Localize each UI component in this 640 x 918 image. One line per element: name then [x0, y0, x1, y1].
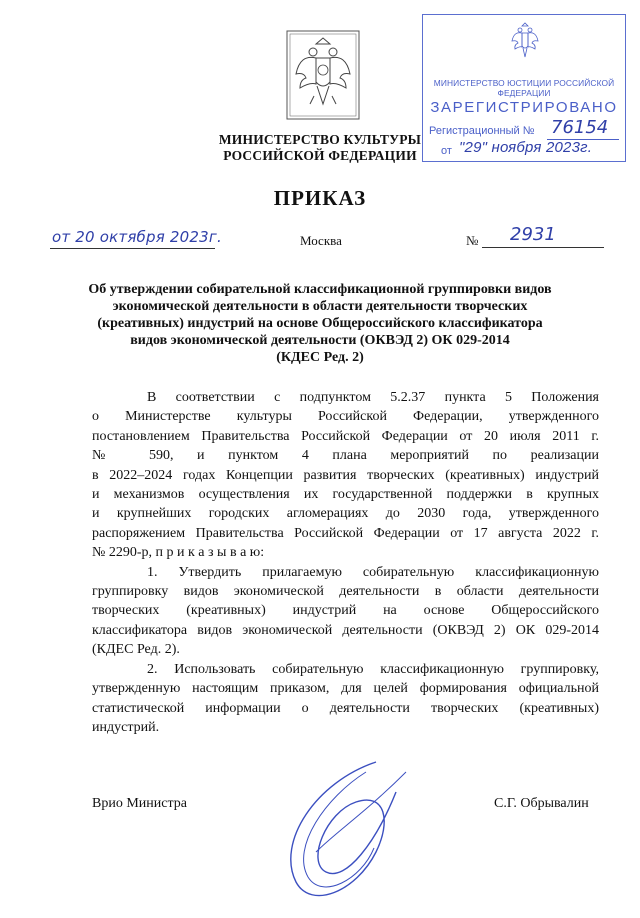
order-heading [80, 281, 560, 366]
body-line: о Министерстве культуры Российской Федерации, утвержденного [92, 409, 599, 425]
body-line: и механизмов осуществления их государственной поддержки в крупных [92, 487, 599, 503]
stamp-date-value [459, 139, 592, 156]
body-line: В соответствии с подпунктом 5.2.37 пункта 5 Положения [147, 390, 599, 405]
body-line: (КДЕС Ред. 2). [92, 642, 180, 658]
stamp-reg-label: Регистрационный № [429, 125, 535, 137]
stamp-date-value-text: "29" ноября 2023г. [459, 139, 593, 156]
document-title: ПРИКАЗ [273, 186, 367, 210]
body-line: № 590, и пунктом 4 плана мероприятий по реализации [92, 448, 599, 464]
coat-of-arms-icon [286, 30, 360, 120]
heading-line: (КДЕС Ред. 2) [276, 350, 364, 365]
body-line: 2. Использовать собирательную классификационную группировку, [147, 661, 599, 677]
signatory-name: С.Г. Обрывалин [494, 796, 589, 811]
body-line: в 2022–2024 годах Концепции развития творческих (креативных) индустрий [92, 467, 599, 483]
body-line: распоряжением Правительства Российской Федерации от 17 августа 2022 г. [92, 525, 599, 541]
registration-stamp [422, 14, 626, 162]
order-date-handwritten: от 20 октября 2023г. [52, 228, 222, 246]
order-date-underline [50, 248, 215, 249]
order-number-handwritten: 2931 [510, 224, 556, 245]
order-city: Москва [300, 233, 342, 248]
order-number-label: № [466, 233, 479, 248]
body-line: творческих (креативных) индустрий на основе Общероссийского [92, 603, 599, 619]
order-number-underline [482, 247, 604, 248]
heading-line: (креативных) индустрий на основе Общероссийского классификатора [97, 316, 543, 331]
stamp-status-text: ЗАРЕГИСТРИРОВАНО [430, 99, 618, 116]
body-line: классификатора видов экономической деятельности (ОКВЭД 2) ОК 029-2014 [92, 622, 599, 638]
paragraph-1 [92, 388, 599, 563]
heading-line: видов экономической деятельности (ОКВЭД 2) ОК 029-2014 [130, 333, 510, 348]
heading-line: Об утверждении собирательной классификационной группировки видов [88, 282, 552, 297]
heading-line: экономической деятельности в области деятельности творческих [112, 299, 528, 314]
ministry-line-2: РОССИЙСКОЙ ФЕДЕРАЦИИ [223, 148, 417, 163]
body-line: группировку видов экономической деятельности в области деятельности [92, 584, 599, 600]
body-line: статистической информации о деятельности творческих (креативных) [92, 700, 599, 716]
stamp-reg-number: 76154 [551, 117, 609, 138]
stamp-ministry-text: МИНИСТЕРСТВО ЮСТИЦИИ РОССИЙСКОЙ ФЕДЕРАЦИИ [433, 78, 615, 98]
ministry-name [200, 132, 440, 164]
body-line: утвержденную настоящим приказом, для целей формирования официальной [92, 681, 599, 697]
body-line: 1. Утвердить прилагаемую собирательную классификационную [147, 564, 599, 580]
body-line: индустрий. [92, 719, 160, 735]
body-line: и крупнейших городских агломерациях до 2030 года, утвержденного [92, 506, 599, 522]
signature-icon [256, 752, 416, 908]
ministry-line-1: МИНИСТЕРСТВО КУЛЬТУРЫ [218, 132, 422, 147]
paragraph-3 [92, 660, 599, 738]
stamp-date-label: от [441, 145, 452, 157]
paragraph-2 [92, 563, 599, 660]
body-line: № 2290-р, п р и к а з ы в а ю: [92, 545, 265, 561]
body-line: постановлением Правительства Российской Федерации от 20 июля 2011 г. [92, 428, 599, 444]
order-body [92, 388, 599, 737]
stamp-emblem-icon [509, 21, 541, 61]
signatory-title: Врио Министра [92, 796, 187, 811]
